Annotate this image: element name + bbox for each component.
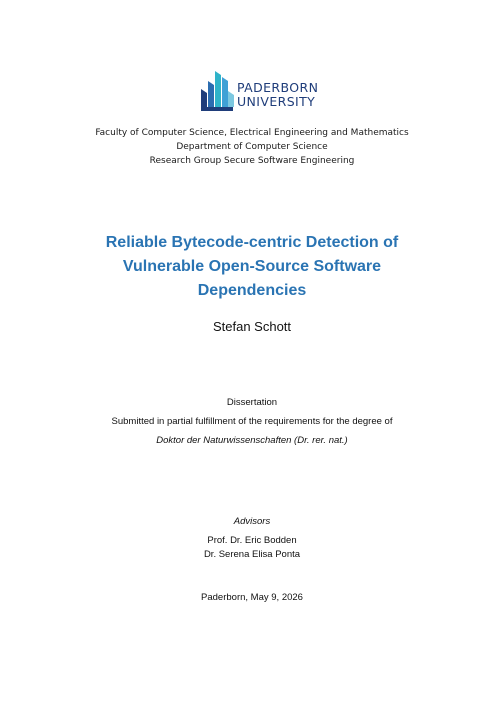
logo-mark-icon: [199, 67, 235, 111]
logo-line-2: UNIVERSITY: [237, 94, 316, 109]
title-line-2: Vulnerable Open-Source Software: [122, 258, 382, 275]
submission-statement: Submitted in partial fulfillment of the requirements for the degree of: [111, 416, 393, 427]
advisor-1: Prof. Dr. Eric Bodden: [207, 535, 297, 546]
faculty-name: Faculty of Computer Science, Electrical Engineering and Mathematics: [95, 128, 409, 138]
university-logo: [199, 67, 329, 111]
title-line-3: Dependencies: [197, 282, 307, 299]
place-and-date: Paderborn, May 9, 2026: [201, 592, 303, 603]
title-line-1: Reliable Bytecode-centric Detection of: [105, 234, 399, 251]
degree-name: Doktor der Naturwissenschaften (Dr. rer. nat.): [156, 435, 348, 446]
logo-line-1: PADERBORN: [237, 80, 319, 95]
author-name: Stefan Schott: [212, 319, 292, 334]
advisors-heading: Advisors: [233, 516, 271, 527]
advisor-2: Dr. Serena Elisa Ponta: [203, 549, 301, 560]
dissertation-label: Dissertation: [226, 397, 278, 408]
department-name: Department of Computer Science: [176, 142, 328, 152]
research-group-name: Research Group Secure Software Engineering: [149, 156, 355, 166]
